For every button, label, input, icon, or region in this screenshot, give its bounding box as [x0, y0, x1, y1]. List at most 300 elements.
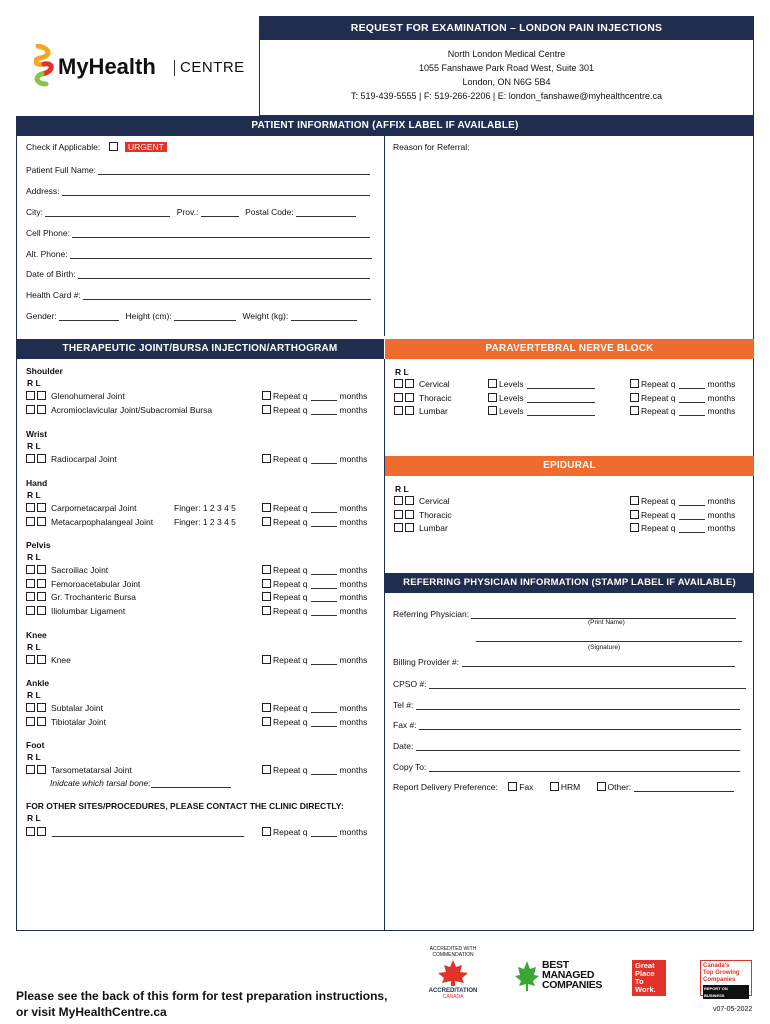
repeat-label: Repeat q: [273, 391, 308, 401]
repeat-interval-field[interactable]: [311, 454, 337, 464]
months-label: months: [707, 496, 736, 506]
repeat-label: Repeat q: [273, 404, 308, 415]
logo-sub-text: CENTRE: [180, 59, 245, 76]
repeat-row: [630, 510, 735, 520]
canada-text: CANADA: [442, 994, 464, 1000]
tarsal-bone-field[interactable]: [151, 778, 231, 788]
repeat-checkbox[interactable]: [262, 579, 271, 588]
joint-item-row: [26, 565, 108, 575]
repeat-checkbox[interactable]: [262, 517, 271, 526]
finger-selector[interactable]: Finger: 1 2 3 4 5: [174, 503, 236, 513]
joint-item-label: Knee: [51, 655, 71, 665]
repeat-label: Repeat q: [641, 523, 676, 533]
footer-note-line2: or visit MyHealthCentre.ca: [16, 1005, 167, 1019]
left-checkbox[interactable]: [405, 379, 414, 388]
health-card-row: [26, 290, 371, 300]
form-title-bar: [259, 16, 754, 40]
spine-item-label: Lumbar: [419, 523, 448, 533]
height-label: Height (cm):: [125, 311, 172, 321]
report-on-business-text: REPORT ON BUSINESS: [703, 985, 749, 999]
left-checkbox[interactable]: [37, 503, 46, 512]
gender-label: Gender:: [26, 311, 57, 321]
work-text: Work.: [635, 985, 656, 994]
great-text: Great: [635, 961, 655, 970]
finger-selector[interactable]: Finger: 1 2 3 4 5: [174, 516, 236, 527]
months-label: months: [339, 565, 368, 575]
repeat-checkbox[interactable]: [630, 406, 639, 415]
right-checkbox[interactable]: [26, 517, 35, 526]
great-place-badge: [632, 960, 666, 996]
group-title-hand: Hand: [26, 478, 48, 488]
group-title-pelvis: Pelvis: [26, 540, 51, 550]
left-checkbox[interactable]: [37, 606, 46, 615]
repeat-interval-field[interactable]: [311, 579, 337, 589]
full-name-field[interactable]: [98, 165, 370, 175]
joint-item-label: Femoroacetabular Joint: [51, 578, 141, 589]
repeat-interval-field[interactable]: [311, 655, 337, 665]
cpso-field[interactable]: [429, 679, 746, 689]
repeat-row: [262, 454, 367, 464]
repeat-checkbox[interactable]: [262, 454, 271, 463]
best-text: BEST: [542, 959, 569, 971]
levels-checkbox[interactable]: [488, 393, 497, 402]
joint-item-label: Metacarpophalangeal Joint: [51, 516, 154, 527]
left-checkbox[interactable]: [37, 655, 46, 664]
right-checkbox[interactable]: [394, 523, 403, 532]
repeat-row: [630, 379, 735, 389]
repeat-row: [262, 827, 367, 837]
months-label: months: [339, 592, 368, 602]
repeat-row: [262, 765, 367, 775]
left-checkbox[interactable]: [37, 517, 46, 526]
billing-label: Billing Provider #:: [393, 657, 460, 667]
cell-field[interactable]: [72, 228, 370, 238]
left-checkbox[interactable]: [37, 592, 46, 601]
repeat-label: Repeat q: [273, 716, 308, 727]
cell-label: Cell Phone:: [26, 228, 70, 238]
group-title-shoulder: Shoulder: [26, 366, 63, 376]
months-label: months: [339, 605, 368, 616]
dob-row: [26, 269, 370, 279]
right-checkbox[interactable]: [26, 405, 35, 414]
repeat-label: Repeat q: [641, 379, 676, 389]
address-label: Address:: [26, 186, 60, 196]
gender-field[interactable]: [59, 311, 119, 321]
left-checkbox[interactable]: [405, 496, 414, 505]
right-checkbox[interactable]: [26, 565, 35, 574]
address-field[interactable]: [62, 186, 370, 196]
managed-text: MANAGED: [542, 969, 595, 981]
joint-item-row: [26, 655, 71, 665]
canadas-text: Canada's: [703, 963, 730, 969]
repeat-label: Repeat q: [273, 765, 308, 775]
delivery-other-checkbox[interactable]: [597, 782, 606, 791]
referring-physician-field[interactable]: [471, 609, 736, 619]
repeat-interval-field[interactable]: [679, 406, 705, 416]
months-label: months: [707, 392, 736, 403]
companies-text: COMPANIES: [542, 979, 603, 991]
clinic-address1: 1055 Fanshawe Park Road West, Suite 301: [419, 63, 594, 73]
delivery-label: Report Delivery Preference:: [393, 782, 498, 792]
right-checkbox[interactable]: [26, 606, 35, 615]
spine-item-row: [394, 510, 452, 520]
best-managed-text: [542, 960, 602, 990]
right-checkbox[interactable]: [26, 765, 35, 774]
spine-item-row: [394, 379, 450, 389]
repeat-checkbox[interactable]: [630, 523, 639, 532]
levels-label: Levels: [499, 406, 524, 416]
postal-label: Postal Code:: [245, 207, 294, 217]
postal-field[interactable]: [296, 207, 356, 217]
rl-header: R L: [27, 490, 41, 500]
months-label: months: [339, 516, 368, 527]
repeat-checkbox[interactable]: [262, 503, 271, 512]
copy-to-field[interactable]: [429, 762, 740, 772]
tarsal-note-row: [50, 778, 231, 788]
left-checkbox[interactable]: [37, 765, 46, 774]
repeat-interval-field[interactable]: [679, 393, 705, 403]
spine-item-label: Cervical: [419, 379, 450, 389]
right-checkbox[interactable]: [26, 717, 35, 726]
left-checkbox[interactable]: [37, 405, 46, 414]
prov-field[interactable]: [201, 207, 239, 217]
repeat-checkbox[interactable]: [262, 592, 271, 601]
address-row: [26, 186, 370, 196]
repeat-checkbox[interactable]: [262, 391, 271, 400]
delivery-fax-label: Fax: [519, 782, 534, 792]
spine-item-row: [394, 406, 448, 416]
copy-to-label: Copy To:: [393, 762, 427, 772]
alt-phone-label: Alt. Phone:: [26, 249, 68, 259]
levels-checkbox[interactable]: [488, 406, 497, 415]
delivery-other-field[interactable]: [634, 782, 734, 792]
paravertebral-header: PARAVERTEBRAL NERVE BLOCK: [385, 339, 754, 359]
group-title-wrist: Wrist: [26, 429, 48, 439]
left-checkbox[interactable]: [405, 510, 414, 519]
levels-label: Levels: [499, 392, 524, 403]
months-label: months: [707, 379, 736, 389]
repeat-row: [262, 565, 367, 575]
months-label: months: [339, 765, 368, 775]
right-checkbox[interactable]: [26, 454, 35, 463]
repeat-label: Repeat q: [641, 392, 676, 403]
repeat-row: [262, 517, 367, 527]
repeat-checkbox[interactable]: [262, 827, 271, 836]
rl-header: R L: [27, 642, 41, 652]
maple-leaf-icon: [435, 959, 471, 987]
urgent-checkbox[interactable]: [109, 142, 118, 151]
patient-info-header: PATIENT INFORMATION (AFFIX LABEL IF AVAILABLE): [16, 116, 754, 136]
right-checkbox[interactable]: [394, 510, 403, 519]
right-checkbox[interactable]: [26, 827, 35, 836]
delivery-hrm-checkbox[interactable]: [550, 782, 559, 791]
levels-field[interactable]: [527, 393, 595, 403]
right-checkbox[interactable]: [394, 496, 403, 505]
top-growing-badge: [700, 960, 752, 996]
print-name-caption: (Print Name): [588, 619, 625, 626]
clinic-address2: London, ON N6G 5B4: [462, 77, 551, 87]
levels-label: Levels: [499, 379, 524, 389]
joint-item-label: Tarsometatarsal Joint: [51, 765, 132, 775]
joint-item-row: [26, 454, 117, 464]
delivery-other-label: Other:: [607, 782, 632, 792]
repeat-interval-field[interactable]: [311, 592, 337, 602]
repeat-interval-field[interactable]: [311, 565, 337, 575]
left-checkbox[interactable]: [37, 579, 46, 588]
joint-item-row: [26, 765, 132, 775]
alt-phone-field[interactable]: [70, 249, 372, 259]
repeat-checkbox[interactable]: [630, 496, 639, 505]
left-checkbox[interactable]: [37, 454, 46, 463]
levels-field[interactable]: [527, 406, 595, 416]
left-checkbox[interactable]: [37, 565, 46, 574]
accreditation-text: ACCREDITATION: [428, 988, 478, 994]
rl-header: R L: [27, 552, 41, 562]
fax-field[interactable]: [419, 720, 741, 730]
date-field[interactable]: [416, 741, 740, 751]
delivery-fax-checkbox[interactable]: [508, 782, 517, 791]
signature-caption: (Signature): [588, 644, 621, 651]
levels-checkbox[interactable]: [488, 379, 497, 388]
clinic-info: [259, 40, 754, 116]
repeat-checkbox[interactable]: [262, 655, 271, 664]
months-label: months: [339, 503, 368, 513]
myhealth-logo-icon: [34, 44, 56, 88]
left-checkbox[interactable]: [37, 391, 46, 400]
referring-physician-label: Referring Physician:: [393, 609, 470, 619]
place-text: Place: [635, 969, 655, 978]
date-row: [393, 741, 740, 751]
repeat-label: Repeat q: [641, 509, 676, 520]
repeat-label: Repeat q: [273, 565, 308, 575]
signature-line[interactable]: [476, 641, 742, 642]
top-growing-text: Top Growing: [703, 970, 740, 976]
dob-field[interactable]: [78, 269, 370, 279]
repeat-checkbox[interactable]: [262, 717, 271, 726]
rl-header: R L: [395, 484, 409, 494]
repeat-interval-field[interactable]: [311, 703, 337, 713]
repeat-interval-field[interactable]: [311, 517, 337, 527]
best-managed-badge: [514, 960, 604, 996]
repeat-checkbox[interactable]: [630, 379, 639, 388]
joint-injection-header: THERAPEUTIC JOINT/BURSA INJECTION/ARTHOGRAM: [16, 339, 384, 359]
months-label: months: [339, 716, 368, 727]
joint-item-label: Acromioclavicular Joint/Subacromial Bursa: [51, 404, 213, 415]
epidural-header: EPIDURAL: [385, 456, 754, 476]
repeat-interval-field[interactable]: [311, 827, 337, 837]
alt-phone-row: [26, 249, 372, 259]
repeat-row: [262, 655, 367, 665]
right-checkbox[interactable]: [26, 391, 35, 400]
fax-row: [393, 720, 741, 730]
repeat-interval-field[interactable]: [311, 405, 337, 415]
repeat-label: Repeat q: [273, 592, 308, 602]
logo-divider: [174, 60, 175, 76]
rl-header: R L: [27, 441, 41, 451]
joint-item-label: Radiocarpal Joint: [51, 454, 117, 464]
repeat-label: Repeat q: [641, 496, 676, 506]
repeat-interval-field[interactable]: [679, 379, 705, 389]
joint-item-label: Sacroiliac Joint: [51, 565, 109, 575]
repeat-label: Repeat q: [273, 503, 308, 513]
to-text: To: [635, 977, 644, 986]
companies-badge-text: Companies: [703, 977, 736, 983]
months-label: months: [339, 391, 368, 401]
spine-item-label: Lumbar: [419, 406, 448, 416]
repeat-label: Repeat q: [273, 454, 308, 464]
months-label: months: [707, 509, 736, 520]
repeat-label: Repeat q: [641, 406, 676, 416]
tarsal-note-label: Inidcate which tarsal bone:: [50, 778, 151, 788]
repeat-row: [630, 496, 735, 506]
repeat-label: Repeat q: [273, 703, 308, 713]
repeat-row: [262, 606, 367, 616]
repeat-interval-field[interactable]: [679, 510, 705, 520]
spine-item-label: Thoracic: [419, 392, 452, 403]
repeat-interval-field[interactable]: [311, 391, 337, 401]
repeat-checkbox[interactable]: [630, 393, 639, 402]
repeat-label: Repeat q: [273, 655, 308, 665]
group-title-ankle: Ankle: [26, 678, 50, 688]
repeat-checkbox[interactable]: [262, 703, 271, 712]
full-name-row: [26, 165, 370, 175]
joint-item-row: [26, 405, 212, 415]
check-applicable-row: [26, 142, 167, 152]
billing-field[interactable]: [462, 657, 735, 667]
right-checkbox[interactable]: [394, 393, 403, 402]
cpso-row: [393, 679, 746, 689]
rl-header: R L: [395, 367, 409, 377]
joint-item-label: Subtalar Joint: [51, 703, 103, 713]
joint-item-row: [26, 503, 137, 513]
date-label: Date:: [393, 741, 414, 751]
weight-field[interactable]: [291, 311, 357, 321]
billing-row: [393, 657, 735, 667]
city-field[interactable]: [45, 207, 170, 217]
joint-item-label: Tibiotalar Joint: [51, 716, 106, 727]
left-checkbox[interactable]: [37, 703, 46, 712]
footer-note: [16, 988, 387, 1020]
tel-field[interactable]: [416, 700, 740, 710]
repeat-checkbox[interactable]: [262, 565, 271, 574]
right-checkbox[interactable]: [26, 579, 35, 588]
joint-item-label: Carpometacarpal Joint: [51, 503, 137, 513]
tel-row: [393, 700, 740, 710]
rl-header: R L: [27, 690, 41, 700]
months-label: months: [707, 406, 736, 416]
right-checkbox[interactable]: [394, 406, 403, 415]
joint-item-row: [26, 703, 103, 713]
patient-divider: [384, 136, 385, 336]
reason-for-referral-label: Reason for Referral:: [393, 142, 470, 152]
rl-header: R L: [27, 813, 41, 823]
footer-note-line1: Please see the back of this form for test preparation instructions,: [16, 989, 388, 1003]
joint-item-row: [26, 606, 125, 616]
repeat-interval-field[interactable]: [679, 523, 705, 533]
repeat-checkbox[interactable]: [262, 606, 271, 615]
right-checkbox[interactable]: [394, 379, 403, 388]
spine-item-row: [394, 393, 452, 403]
cell-row: [26, 228, 370, 238]
cpso-label: CPSO #:: [393, 679, 427, 689]
right-checkbox[interactable]: [26, 592, 35, 601]
months-label: months: [339, 827, 368, 837]
repeat-checkbox[interactable]: [262, 405, 271, 414]
copy-to-row: [393, 762, 740, 772]
prov-label: Prov.:: [176, 207, 199, 217]
joint-item-row: [26, 517, 153, 527]
left-checkbox[interactable]: [405, 406, 414, 415]
left-checkbox[interactable]: [405, 393, 414, 402]
city-label: City:: [26, 207, 43, 217]
repeat-interval-field[interactable]: [311, 717, 337, 727]
repeat-row: [262, 405, 367, 415]
group-title-foot: Foot: [26, 740, 45, 750]
logo-main-text: MyHealth: [58, 54, 156, 79]
repeat-row: [262, 503, 367, 513]
repeat-interval-field[interactable]: [311, 765, 337, 775]
right-checkbox[interactable]: [26, 503, 35, 512]
logo: [34, 44, 249, 90]
levels-field[interactable]: [527, 379, 595, 389]
levels-row: [488, 393, 595, 403]
best-managed-leaf-icon: [514, 960, 540, 992]
accreditation-badge: [418, 946, 488, 1006]
months-label: months: [339, 404, 368, 415]
repeat-row: [262, 579, 367, 589]
check-applicable-label: Check if Applicable:: [26, 142, 101, 152]
joint-item-row: [26, 579, 140, 589]
accredited-text: ACCREDITED WITH COMMENDATION: [429, 946, 477, 958]
repeat-row: [630, 406, 735, 416]
gender-row: [26, 311, 357, 321]
city-row: [26, 207, 356, 217]
months-label: months: [339, 454, 368, 464]
tel-label: Tel #:: [393, 700, 414, 710]
repeat-interval-field[interactable]: [679, 496, 705, 506]
health-card-field[interactable]: [83, 290, 371, 300]
spine-item-row: [394, 496, 450, 506]
left-checkbox[interactable]: [37, 827, 46, 836]
repeat-checkbox[interactable]: [630, 510, 639, 519]
delivery-hrm-label: HRM: [560, 782, 581, 792]
referring-physician-row: [393, 609, 736, 619]
repeat-interval-field[interactable]: [311, 606, 337, 616]
months-label: months: [707, 523, 736, 533]
other-site-field[interactable]: [52, 827, 244, 837]
joint-item-label: Glenohumeral Joint: [51, 391, 125, 401]
delivery-row: [393, 782, 734, 792]
rl-header: R L: [27, 752, 41, 762]
right-checkbox[interactable]: [26, 703, 35, 712]
joint-item-row: [26, 592, 136, 602]
months-label: months: [339, 655, 368, 665]
clinic-name: North London Medical Centre: [447, 49, 566, 59]
repeat-row: [262, 703, 367, 713]
height-field[interactable]: [174, 311, 236, 321]
joint-item-row: [26, 717, 106, 727]
repeat-checkbox[interactable]: [262, 765, 271, 774]
left-checkbox[interactable]: [37, 717, 46, 726]
repeat-interval-field[interactable]: [311, 503, 337, 513]
health-card-label: Health Card #:: [26, 290, 81, 300]
left-checkbox[interactable]: [405, 523, 414, 532]
dob-label: Date of Birth:: [26, 269, 76, 279]
urgent-badge: URGENT: [125, 142, 167, 152]
repeat-row: [262, 592, 367, 602]
right-checkbox[interactable]: [26, 655, 35, 664]
months-label: months: [339, 578, 368, 589]
